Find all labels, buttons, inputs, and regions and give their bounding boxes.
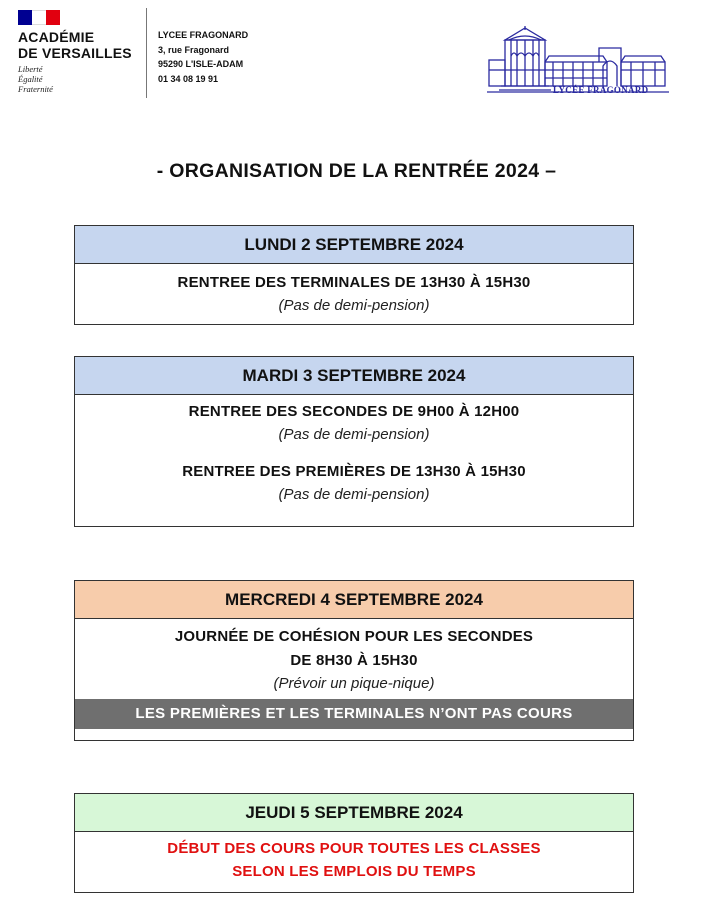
school-address bbox=[158, 28, 248, 86]
day-heading: MARDI 3 SEPTEMBRE 2024 bbox=[75, 357, 633, 395]
day-heading: JEUDI 5 SEPTEMBRE 2024 bbox=[75, 794, 633, 832]
school-city: 95290 L'ISLE-ADAM bbox=[158, 59, 244, 69]
day-body bbox=[75, 628, 633, 729]
schedule-line-continued: SELON LES EMPLOIS DU TEMPS bbox=[232, 863, 476, 880]
day-heading: LUNDI 2 SEPTEMBRE 2024 bbox=[75, 226, 633, 264]
academie-name-line2: DE VERSAILLES bbox=[18, 45, 132, 61]
schedule-line: JOURNÉE DE COHÉSION POUR LES SECONDES bbox=[174, 628, 534, 645]
schedule-line: RENTREE DES TERMINALES DE 13H30 À 15H30 bbox=[177, 274, 531, 291]
document-header bbox=[0, 0, 713, 110]
page-title: - ORGANISATION DE LA RENTRÉE 2024 – bbox=[156, 160, 557, 182]
schedule-note: (Prévoir un pique-nique) bbox=[273, 675, 435, 692]
academie-block bbox=[18, 10, 148, 94]
day-box-tuesday bbox=[74, 356, 634, 527]
school-name: LYCEE FRAGONARD bbox=[158, 30, 249, 40]
schedule-line: RENTREE DES PREMIÈRES DE 13H30 À 15H30 bbox=[182, 463, 526, 480]
schedule-line-continued: DE 8H30 À 15H30 bbox=[290, 652, 418, 669]
school-phone: 01 34 08 19 91 bbox=[158, 73, 219, 84]
schedule-line: DÉBUT DES COURS POUR TOUTES LES CLASSES bbox=[167, 840, 541, 857]
schedule-line: RENTREE DES SECONDES DE 9H00 À 12H00 bbox=[188, 403, 520, 420]
schedule-note: (Pas de demi-pension) bbox=[278, 297, 430, 314]
day-box-monday bbox=[74, 225, 634, 325]
republic-motto: Liberté Égalité Fraternité bbox=[18, 64, 53, 94]
logo-caption: LYCÉE FRAGONARD bbox=[553, 85, 649, 95]
academie-name-line1: ACADÉMIE bbox=[18, 29, 95, 45]
schedule-note: (Pas de demi-pension) bbox=[278, 426, 430, 443]
school-street: 3, rue Fragonard bbox=[158, 44, 230, 55]
french-flag-icon bbox=[18, 10, 60, 25]
day-heading: MERCREDI 4 SEPTEMBRE 2024 bbox=[75, 581, 633, 619]
day-box-thursday bbox=[74, 793, 634, 893]
day-body bbox=[75, 274, 633, 314]
day-body bbox=[75, 403, 633, 503]
schedule-note: (Pas de demi-pension) bbox=[278, 486, 430, 503]
day-body bbox=[75, 840, 633, 880]
day-box-wednesday bbox=[74, 580, 634, 741]
no-class-banner: LES PREMIÈRES ET LES TERMINALES N’ONT PAS COURS bbox=[75, 699, 633, 729]
header-divider bbox=[146, 8, 147, 98]
